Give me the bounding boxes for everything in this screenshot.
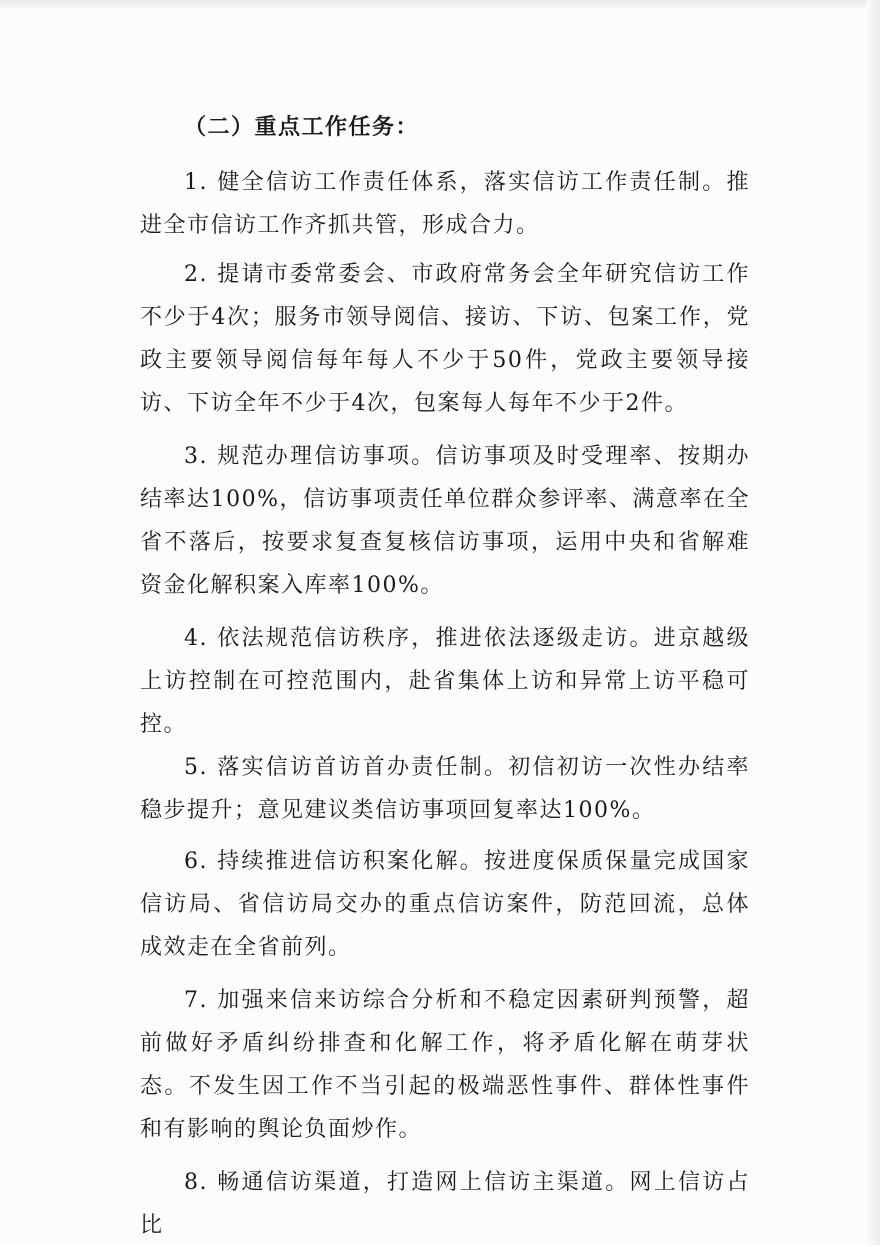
task-item-3: 3. 规范办理信访事项。信访事项及时受理率、按期办结率达100%，信访事项责任单位群众参评率、满意率在全省不落后，按要求复查复核信访事项，运用中央和省解难资金化解积案入库率100%。: [140, 444, 750, 598]
task-item-5: 5. 落实信访首访首办责任制。初信初访一次性办结率稳步提升；意见建议类信访事项回复率达100%。: [140, 755, 750, 823]
task-item-8: 8. 畅通信访渠道，打造网上信访主渠道。网上信访占比: [140, 1170, 750, 1238]
document-body: [140, 106, 750, 1247]
task-item-6: 6. 持续推进信访积案化解。按进度保质保量完成国家信访局、省信访局交办的重点信访案件，防范回流，总体成效走在全省前列。: [140, 849, 750, 960]
task-item-7: 7. 加强来信来访综合分析和不稳定因素研判预警，超前做好矛盾纠纷排查和化解工作，将矛盾化解在萌芽状态。不发生因工作不当引起的极端恶性事件、群体性事件和有影响的舆论负面炒作。: [140, 988, 750, 1142]
task-item-1: 1. 健全信访工作责任体系，落实信访工作责任制。推进全市信访工作齐抓共管，形成合力。: [140, 170, 750, 238]
task-item-4: 4. 依法规范信访秩序，推进依法逐级走访。进京越级上访控制在可控范围内，赴省集体上访和异常上访平稳可控。: [140, 626, 750, 737]
task-item-2: 2. 提请市委常委会、市政府常务会全年研究信访工作不少于4次；服务市领导阅信、接访、下访、包案工作，党政主要领导阅信每年每人不少于50件，党政主要领导接访、下访全年不少于4次，包案每人每年不少于2件。: [140, 262, 750, 416]
section-heading: （二）重点工作任务：: [184, 115, 420, 140]
scan-top-edge: [0, 0, 880, 10]
scan-right-edge: [866, 0, 880, 1245]
